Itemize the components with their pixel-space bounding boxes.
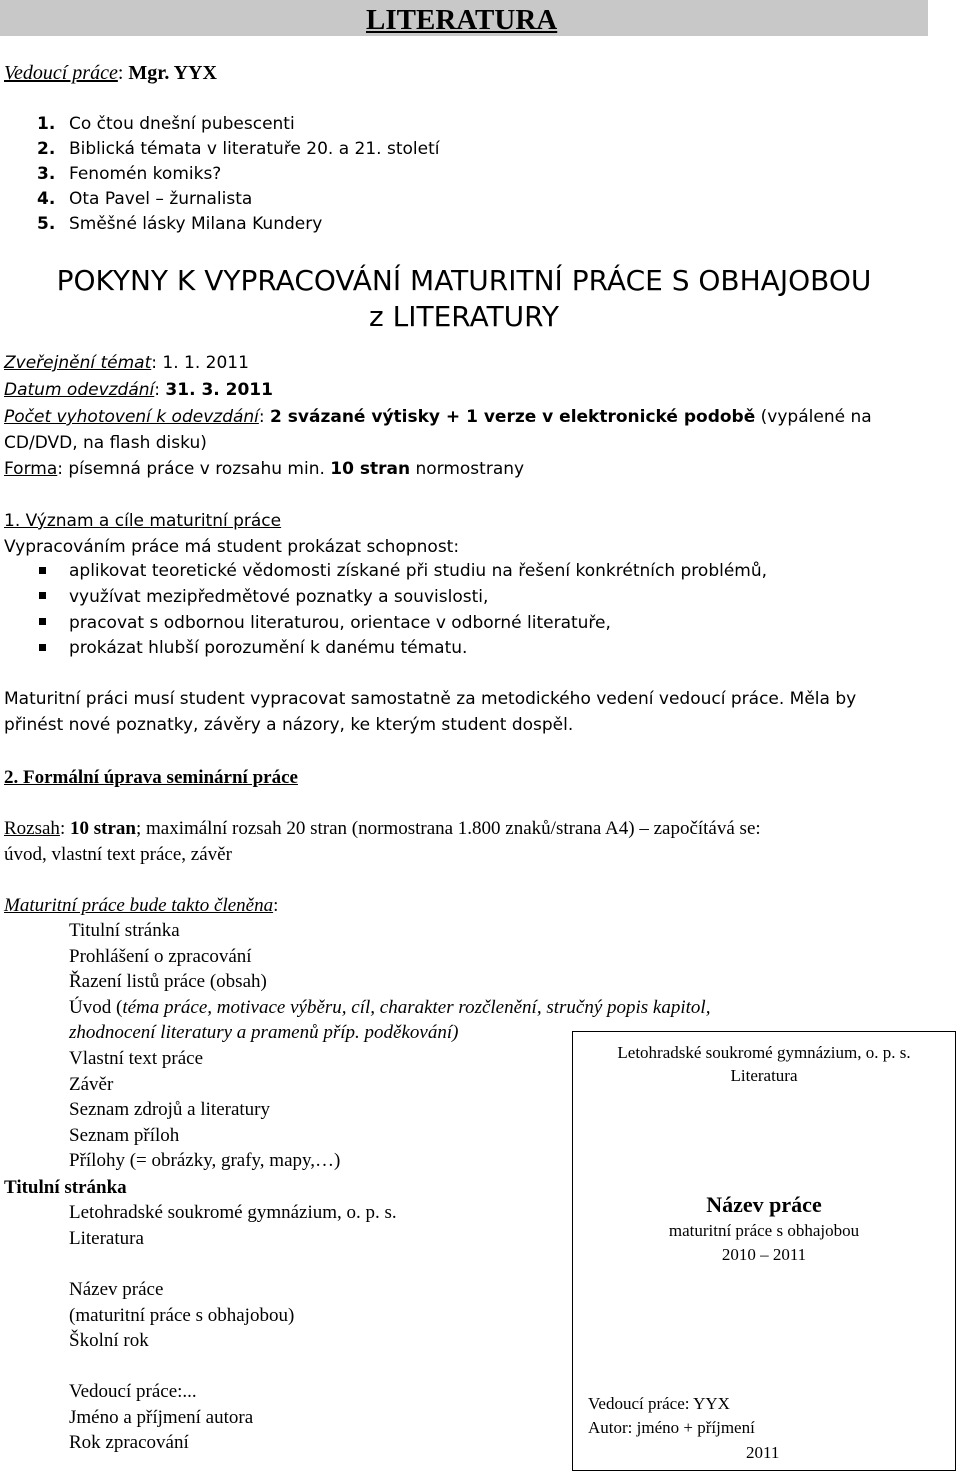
bullet-item: využívat mezipředmětové poznatky a souvislosti,	[69, 587, 489, 607]
title-page-item: Letohradské soukromé gymnázium, o. p. s.	[69, 1202, 397, 1223]
deadline-date: Datum odevzdání: 31. 3. 2011	[4, 380, 273, 400]
list-item: 1. Co čtou dnešní pubescenti	[37, 114, 295, 134]
title-page-item: Rok zpracování	[69, 1432, 189, 1453]
structure-item: Závěr	[69, 1074, 114, 1095]
sample-work-title: Název práce	[706, 1192, 822, 1217]
page-title: LITERATURA	[366, 4, 558, 36]
supervisor-line: Vedoucí práce: Mgr. YYX	[4, 62, 217, 84]
section2-title: 2. Formální úprava seminární práce	[4, 767, 298, 788]
square-bullet-icon	[39, 567, 46, 574]
title-page-item: Literatura	[69, 1228, 144, 1249]
structure-item-intro-cont: zhodnocení literatury a pramenů příp. poděkování)	[69, 1022, 459, 1043]
bullet-item: pracovat s odbornou literaturou, orientace v odborné literatuře,	[69, 613, 611, 633]
publish-date: Zveřejnění témat: 1. 1. 2011	[4, 353, 249, 373]
title-page-item: Název práce	[69, 1279, 164, 1300]
section1-paragraph-line1: Maturitní práci musí student vypracovat samostatně za metodického vedení vedoucí práce. Měla by	[4, 689, 857, 709]
structure-item: Prohlášení o zpracování	[69, 946, 252, 967]
structure-item-intro: Úvod (téma práce, motivace výběru, cíl, charakter rozčlenění, stručný popis kapitol,	[69, 997, 711, 1018]
sample-author: Autor: jméno + příjmení	[588, 1418, 755, 1437]
sample-years: 2010 – 2011	[721, 1245, 807, 1264]
supervisor-name: Mgr. YYX	[128, 62, 217, 84]
square-bullet-icon	[39, 618, 46, 625]
structure-label: Maturitní práce bude takto členěna:	[4, 895, 279, 916]
list-item: 4. Ota Pavel – žurnalista	[37, 189, 253, 209]
sample-title-page	[572, 1031, 956, 1471]
square-bullet-icon	[39, 592, 46, 599]
bullet-item: prokázat hlubší porozumění k danému tématu.	[69, 638, 468, 658]
copies-line: Počet vyhotovení k odevzdání: 2 svázané výtisky + 1 verze v elektronické podobě (vypálené na	[4, 407, 872, 427]
structure-item: Vlastní text práce	[69, 1048, 204, 1069]
title-page-item: Jméno a příjmení autora	[69, 1407, 254, 1428]
sample-subject: Literatura	[730, 1066, 798, 1085]
sample-supervisor: Vedoucí práce: YYX	[588, 1394, 730, 1413]
title-page-item: (maturitní práce s obhajobou)	[69, 1305, 295, 1326]
section1-title: 1. Význam a cíle maturitní práce	[4, 511, 282, 531]
header-banner	[0, 0, 928, 36]
title-page-item: Vedoucí práce:...	[69, 1381, 197, 1402]
sample-school: Letohradské soukromé gymnázium, o. p. s.	[617, 1043, 911, 1062]
section1-paragraph-line2: přinést nové poznatky, závěry a názory, ke kterým student dospěl.	[4, 715, 574, 735]
form-line: Forma: písemná práce v rozsahu min. 10 stran normostrany	[4, 459, 525, 479]
supervisor-label: Vedoucí práce	[4, 62, 118, 84]
list-item: 2. Biblická témata v literatuře 20. a 21. století	[37, 139, 440, 159]
main-heading-line1: POKYNY K VYPRACOVÁNÍ MATURITNÍ PRÁCE S OBHAJOBOU	[56, 264, 872, 297]
list-item: 3. Fenomén komiks?	[37, 164, 222, 184]
square-bullet-icon	[39, 644, 46, 651]
title-page-heading: Titulní stránka	[4, 1177, 127, 1198]
scope-line-2: úvod, vlastní text práce, závěr	[4, 844, 232, 865]
title-page-item: Školní rok	[69, 1330, 149, 1351]
structure-item: Přílohy (= obrázky, grafy, mapy,…)	[69, 1150, 341, 1171]
list-item: 5. Směšné lásky Milana Kundery	[37, 214, 323, 234]
main-heading-line2: z LITERATURY	[369, 300, 559, 333]
structure-item: Seznam příloh	[69, 1125, 180, 1146]
copies-line-2: CD/DVD, na flash disku)	[4, 433, 207, 453]
sample-work-type: maturitní práce s obhajobou	[668, 1221, 860, 1240]
structure-item: Seznam zdrojů a literatury	[69, 1099, 271, 1120]
sample-year: 2011	[746, 1443, 780, 1462]
structure-item: Řazení listů práce (obsah)	[69, 971, 267, 992]
section1-intro: Vypracováním práce má student prokázat schopnost:	[4, 537, 460, 557]
bullet-item: aplikovat teoretické vědomosti získané při studiu na řešení konkrétních problémů,	[69, 561, 768, 581]
scope-line: Rozsah: 10 stran; maximální rozsah 20 stran (normostrana 1.800 znaků/strana A4) – započítává se:	[4, 818, 761, 839]
structure-item: Titulní stránka	[69, 920, 180, 941]
